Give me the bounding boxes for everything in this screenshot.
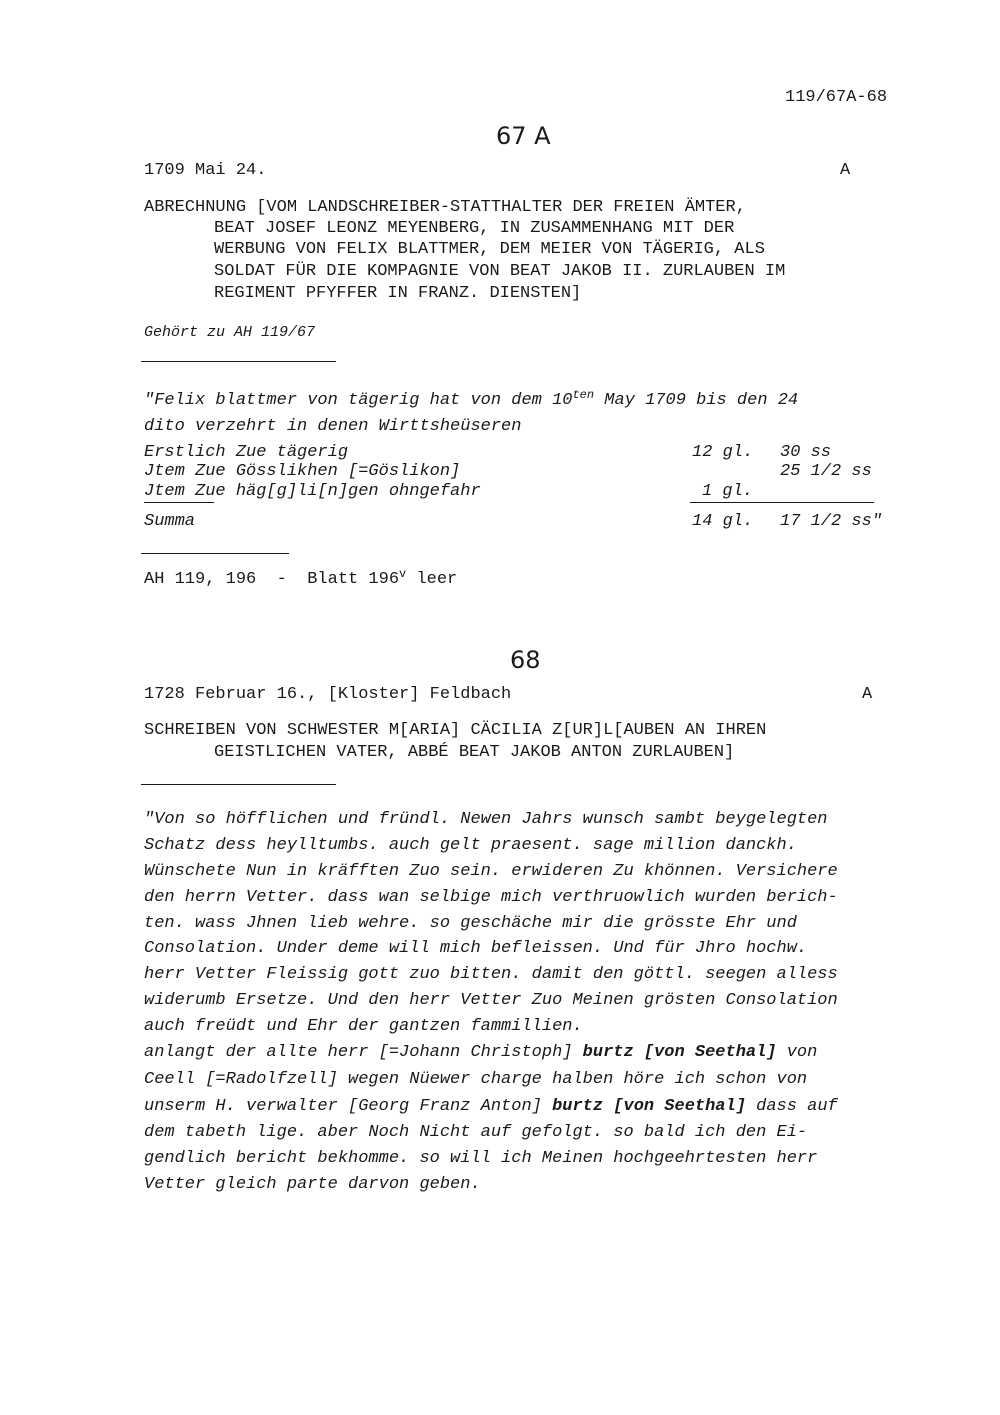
account-row-label: Jtem Zue häg[g]li[n]gen ohngefahr — [144, 482, 481, 501]
letter-line: "Von so höfflichen und fründl. Newen Jahrs wunsch sambt beygelegten — [144, 810, 828, 829]
letter-line: Vetter gleich parte darvon geben. — [144, 1175, 481, 1194]
letter-line: ten. wass Jhnen lieb wehre. so geschäche mir die grösste Ehr und — [144, 914, 797, 933]
doc-67a-title-line: BEAT JOSEF LEONZ MEYENBERG, IN ZUSAMMENHANG MIT DER — [214, 219, 735, 238]
account-sum-gl: 14 gl. — [692, 512, 754, 531]
letter-line: den herrn Vetter. dass wan selbige mich verthruowlich wurden berich- — [144, 888, 838, 907]
sum-rule-left — [144, 502, 214, 503]
doc-67a-date: 1709 Mai 24. — [144, 161, 267, 180]
account-sum-ss: 17 1/2 ss" — [780, 512, 883, 531]
account-row-label: Jtem Zue Gösslikhen [=Göslikon] — [144, 462, 461, 481]
account-row-gl: 1 gl. — [702, 482, 754, 501]
letter-line: anlangt der allte herr [=Johann Christoph] burtz [von Seethal] von — [144, 1043, 818, 1062]
doc-67a-marker: A — [840, 161, 851, 180]
doc-67a-title-line: ABRECHNUNG [VOM LANDSCHREIBER-STATTHALTER DER FREIEN ÄMTER, — [144, 198, 746, 217]
letter-line: Consolation. Under deme will mich befleissen. Und für Jhro hochw. — [144, 939, 808, 958]
letter-line: Ceell [=Radolfzell] wegen Nüewer charge halben höre ich schon von — [144, 1070, 808, 1089]
letter-line: unserm H. verwalter [Georg Franz Anton] burtz [von Seethal] dass auf — [144, 1097, 838, 1116]
divider — [141, 553, 289, 554]
doc-67a-number: 67 A — [496, 122, 551, 150]
doc-68-date: 1728 Februar 16., [Kloster] Feldbach — [144, 685, 512, 704]
doc-68-title-line: GEISTLICHEN VATER, ABBÉ BEAT JAKOB ANTON ZURLAUBEN] — [214, 743, 735, 762]
letter-line: gendlich bericht bekhomme. so will ich Meinen hochgeehrtesten herr — [144, 1149, 818, 1168]
account-sum-label: Summa — [144, 512, 196, 531]
name-emphasis: burtz [von Seethal] — [582, 1043, 777, 1062]
letter-line: auch freüdt und Ehr der gantzen fammillien. — [144, 1017, 583, 1036]
doc-67a-title-line: REGIMENT PFYFFER IN FRANZ. DIENSTEN] — [214, 284, 582, 303]
doc-68-number: 68 — [510, 646, 541, 674]
doc-68-title-line: SCHREIBEN VON SCHWESTER M[ARIA] CÄCILIA Z[UR]L[AUBEN AN IHREN — [144, 721, 767, 740]
doc-67a-source: AH 119, 196 - Blatt 196$^v$ leer — [144, 567, 458, 589]
letter-line: Wünschete Nun in kräfften Zuo sein. erwideren Zu khönnen. Versichere — [144, 862, 838, 881]
account-row-ss: 25 1/2 ss — [780, 462, 872, 481]
doc-67a-title-line: SOLDAT FÜR DIE KOMPAGNIE VON BEAT JAKOB II. ZURLAUBEN IM — [214, 262, 786, 281]
letter-line: dem tabeth lige. aber Noch Nicht auf gefolgt. so bald ich den Ei- — [144, 1123, 808, 1142]
letter-line: Schatz dess heylltumbs. auch gelt praesent. sage million danckh. — [144, 836, 797, 855]
account-row-label: Erstlich Zue tägerig — [144, 443, 349, 462]
account-row-gl: 12 gl. — [692, 443, 754, 462]
name-emphasis: burtz [von Seethal] — [552, 1097, 746, 1116]
doc-67a-title-line: WERBUNG VON FELIX BLATTMER, DEM MEIER VON TÄGERIG, ALS — [214, 240, 765, 259]
divider — [141, 784, 336, 785]
doc-67a-quote-line: dito verzehrt in denen Wirttsheüseren — [144, 417, 522, 436]
letter-line: herr Vetter Fleissig gott zuo bitten. damit den göttl. seegen alless — [144, 965, 838, 984]
doc-68-marker: A — [862, 685, 873, 704]
account-row-ss: 30 ss — [780, 443, 832, 462]
page-reference: 119/67A-68 — [785, 88, 888, 107]
sum-rule-right — [690, 502, 874, 503]
letter-line: widerumb Ersetze. Und den herr Vetter Zuo Meinen grösten Consolation — [144, 991, 838, 1010]
doc-67a-quote-line: "Felix blattmer von tägerig hat von dem $10^{ten}$ May 1709 bis den 24 — [144, 388, 799, 410]
doc-67a-note: Gehört zu AH 119/67 — [144, 324, 316, 341]
divider — [141, 361, 336, 362]
